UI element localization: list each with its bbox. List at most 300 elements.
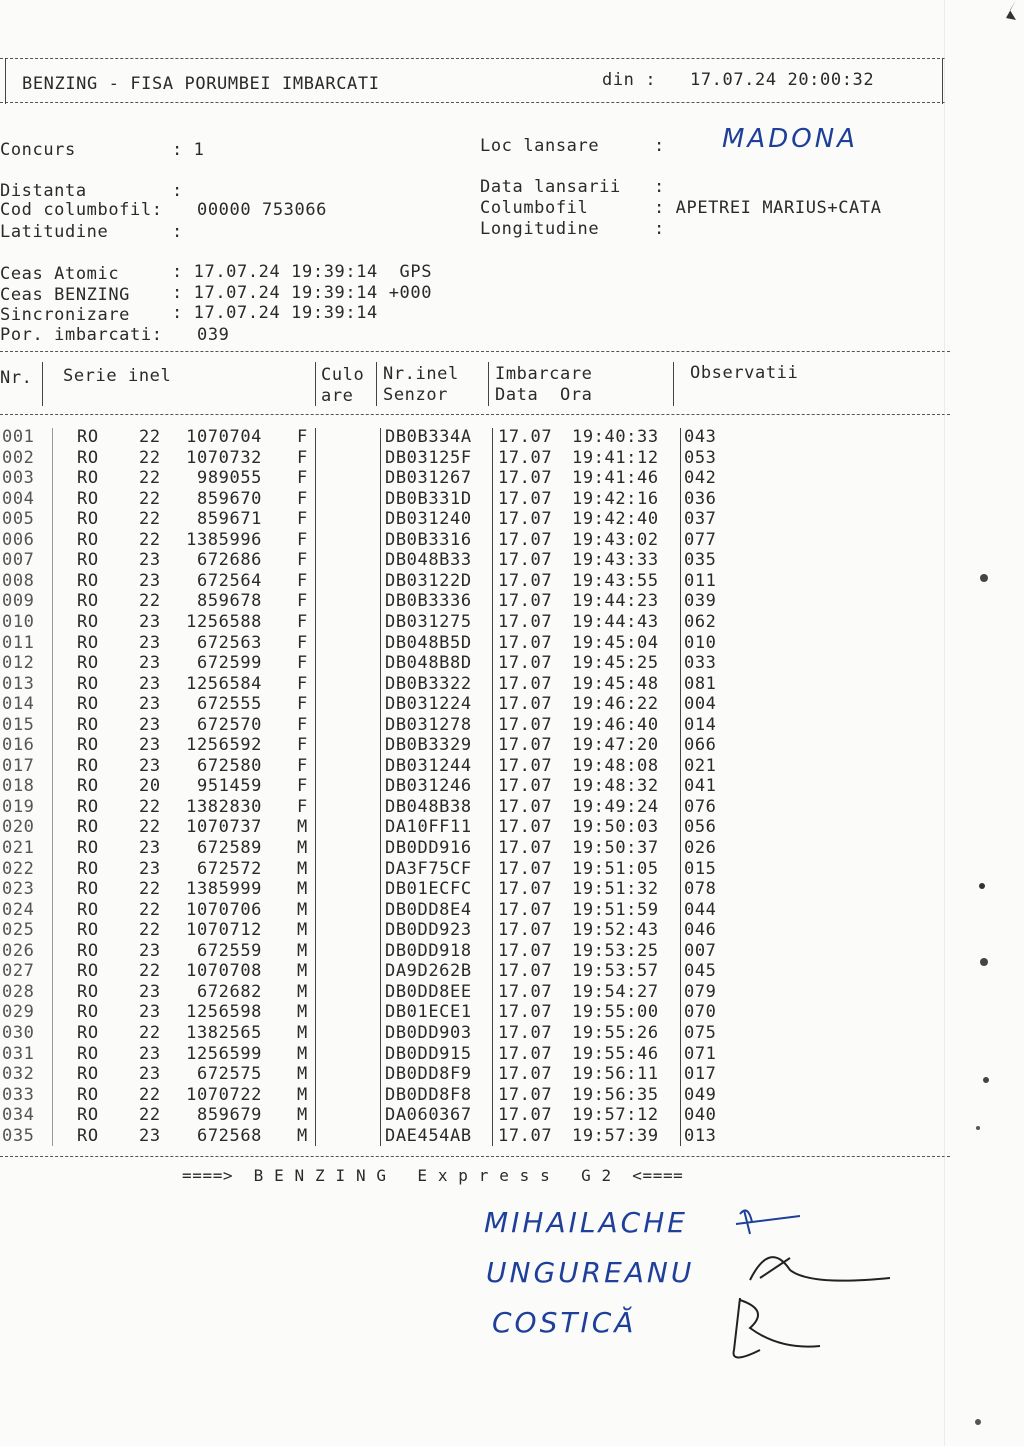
signature-name-1: MIHAILACHE bbox=[484, 1206, 688, 1239]
ring-country: RO bbox=[77, 940, 99, 961]
sex-code: F bbox=[297, 735, 308, 756]
table-row bbox=[0, 427, 730, 448]
table-row bbox=[0, 941, 730, 962]
distanta-label: Distanta bbox=[0, 181, 87, 201]
sex-code: F bbox=[297, 468, 308, 489]
basket-time: 19:52:43 bbox=[572, 920, 659, 941]
ring-country: RO bbox=[77, 879, 99, 900]
sensor-id: DB031278 bbox=[385, 714, 472, 735]
table-row bbox=[0, 756, 730, 777]
row-number: 001 bbox=[2, 427, 35, 447]
basket-date: 17.07 bbox=[498, 488, 553, 509]
longitudine-label: Longitudine bbox=[480, 219, 600, 239]
observation-code: 033 bbox=[684, 653, 717, 674]
row-number: 027 bbox=[2, 961, 35, 982]
table-row bbox=[0, 694, 730, 715]
basket-time: 19:43:02 bbox=[572, 529, 659, 550]
ring-country: RO bbox=[77, 838, 99, 858]
table-row bbox=[0, 468, 730, 489]
cod-columbofil-value: 00000 753066 bbox=[197, 200, 328, 220]
ring-year: 23 bbox=[139, 858, 161, 879]
ring-number: 672555 bbox=[196, 694, 262, 715]
col-sep-senzor bbox=[488, 362, 489, 406]
row-number: 035 bbox=[2, 1125, 35, 1146]
observation-code: 026 bbox=[684, 838, 717, 858]
sensor-id: DB03125F bbox=[385, 447, 472, 468]
loc-lansare-handwritten: MADONA bbox=[722, 124, 858, 154]
ring-country: RO bbox=[77, 427, 99, 447]
columbofil-label: Columbofil bbox=[480, 198, 589, 218]
ring-number: 859670 bbox=[196, 488, 262, 509]
table-row bbox=[0, 530, 730, 551]
basket-date: 17.07 bbox=[498, 550, 553, 571]
basket-date: 17.07 bbox=[498, 1022, 553, 1043]
row-number: 032 bbox=[2, 1064, 35, 1085]
ring-number: 989055 bbox=[196, 468, 262, 489]
basket-date: 17.07 bbox=[498, 796, 553, 817]
observation-code: 035 bbox=[684, 550, 717, 571]
ring-number: 672559 bbox=[196, 940, 262, 961]
ring-year: 22 bbox=[139, 817, 161, 838]
col-header-observatii: Observatii bbox=[690, 363, 799, 383]
sex-code: M bbox=[297, 899, 308, 920]
sex-code: F bbox=[297, 653, 308, 674]
sensor-id: DB031246 bbox=[385, 776, 472, 797]
basket-time: 19:45:04 bbox=[572, 632, 659, 653]
basket-time: 19:47:20 bbox=[572, 735, 659, 756]
observation-code: 017 bbox=[684, 1064, 717, 1085]
sex-code: M bbox=[297, 961, 308, 982]
basket-date: 17.07 bbox=[498, 879, 553, 900]
row-number: 016 bbox=[2, 735, 35, 756]
ring-year: 22 bbox=[139, 1084, 161, 1105]
basket-date: 17.07 bbox=[498, 1064, 553, 1085]
sensor-id: DB0B3322 bbox=[385, 673, 472, 694]
observation-code: 078 bbox=[684, 879, 717, 900]
sex-code: F bbox=[297, 427, 308, 447]
row-number: 026 bbox=[2, 940, 35, 961]
basket-time: 19:49:24 bbox=[572, 796, 659, 817]
footer-brand: ====> B E N Z I N G E x p r e s s G 2 <==== bbox=[182, 1166, 684, 1185]
row-number: 009 bbox=[2, 591, 35, 612]
ring-year: 23 bbox=[139, 1043, 161, 1064]
ring-country: RO bbox=[77, 529, 99, 550]
basket-time: 19:51:05 bbox=[572, 858, 659, 879]
observation-code: 014 bbox=[684, 714, 717, 735]
header-right-rule bbox=[942, 58, 943, 104]
ring-year: 23 bbox=[139, 755, 161, 776]
basket-date: 17.07 bbox=[498, 981, 553, 1002]
observation-code: 041 bbox=[684, 776, 717, 797]
table-row bbox=[0, 1044, 730, 1065]
sensor-id: DAE454AB bbox=[385, 1125, 472, 1146]
ring-country: RO bbox=[77, 673, 99, 694]
sensor-id: DB0B331D bbox=[385, 488, 472, 509]
observation-code: 043 bbox=[684, 427, 717, 447]
ring-country: RO bbox=[77, 468, 99, 489]
ring-country: RO bbox=[77, 509, 99, 530]
ring-number: 672563 bbox=[196, 632, 262, 653]
longitudine-value: : bbox=[654, 219, 665, 239]
observation-code: 036 bbox=[684, 488, 717, 509]
basket-time: 19:56:11 bbox=[572, 1064, 659, 1085]
table-row bbox=[0, 489, 730, 510]
header-top-rule bbox=[0, 58, 945, 59]
table-row bbox=[0, 633, 730, 654]
ring-number: 1070704 bbox=[186, 427, 262, 447]
cod-columbofil-label: Cod columbofil: bbox=[0, 200, 163, 220]
table-row bbox=[0, 879, 730, 900]
ring-country: RO bbox=[77, 1064, 99, 1085]
ring-country: RO bbox=[77, 1002, 99, 1023]
ring-country: RO bbox=[77, 899, 99, 920]
observation-code: 046 bbox=[684, 920, 717, 941]
table-row bbox=[0, 1064, 730, 1085]
sex-code: F bbox=[297, 529, 308, 550]
table-top-rule bbox=[0, 351, 950, 352]
table-row bbox=[0, 550, 730, 571]
basket-date: 17.07 bbox=[498, 468, 553, 489]
row-number: 012 bbox=[2, 653, 35, 674]
ring-number: 1070737 bbox=[186, 817, 262, 838]
por-imbarcati-label: Por. imbarcati: bbox=[0, 325, 163, 345]
basket-date: 17.07 bbox=[498, 755, 553, 776]
ring-number: 951459 bbox=[196, 776, 262, 797]
sensor-id: DB0DD8EE bbox=[385, 981, 472, 1002]
observation-code: 013 bbox=[684, 1125, 717, 1146]
table-row bbox=[0, 1126, 730, 1147]
observation-code: 044 bbox=[684, 899, 717, 920]
observation-code: 077 bbox=[684, 529, 717, 550]
basket-time: 19:43:55 bbox=[572, 570, 659, 591]
table-row bbox=[0, 571, 730, 592]
ring-year: 23 bbox=[139, 838, 161, 858]
observation-code: 039 bbox=[684, 591, 717, 612]
ring-number: 1382565 bbox=[186, 1022, 262, 1043]
table-row bbox=[0, 1105, 730, 1126]
basket-date: 17.07 bbox=[498, 1043, 553, 1064]
observation-code: 070 bbox=[684, 1002, 717, 1023]
ring-country: RO bbox=[77, 488, 99, 509]
sex-code: F bbox=[297, 796, 308, 817]
col-sep-culoare bbox=[376, 362, 377, 406]
table-row bbox=[0, 817, 730, 838]
sex-code: M bbox=[297, 940, 308, 961]
table-row bbox=[0, 735, 730, 756]
table-row bbox=[0, 920, 730, 941]
ring-number: 859679 bbox=[196, 1105, 262, 1126]
sex-code: M bbox=[297, 1064, 308, 1085]
ring-country: RO bbox=[77, 961, 99, 982]
table-row bbox=[0, 1023, 730, 1044]
sensor-id: DB01ECE1 bbox=[385, 1002, 472, 1023]
observation-code: 021 bbox=[684, 755, 717, 776]
basket-date: 17.07 bbox=[498, 1105, 553, 1126]
ring-year: 22 bbox=[139, 591, 161, 612]
observation-code: 081 bbox=[684, 673, 717, 694]
header-bottom-rule bbox=[0, 102, 945, 103]
basket-date: 17.07 bbox=[498, 694, 553, 715]
table-row bbox=[0, 653, 730, 674]
observation-code: 010 bbox=[684, 632, 717, 653]
ring-number: 859678 bbox=[196, 591, 262, 612]
observation-code: 062 bbox=[684, 611, 717, 632]
basket-date: 17.07 bbox=[498, 1002, 553, 1023]
ring-number: 672572 bbox=[196, 858, 262, 879]
signature-name-3: COSTICĂ bbox=[492, 1306, 637, 1339]
basket-time: 19:55:00 bbox=[572, 1002, 659, 1023]
row-number: 021 bbox=[2, 838, 35, 858]
col-header-imbarcare: Imbarcare bbox=[495, 364, 593, 384]
ring-country: RO bbox=[77, 817, 99, 838]
table-row bbox=[0, 838, 730, 859]
sex-code: F bbox=[297, 694, 308, 715]
latitudine-label: Latitudine bbox=[0, 222, 109, 242]
col-header-data-ora: Data Ora bbox=[495, 385, 593, 405]
ring-country: RO bbox=[77, 796, 99, 817]
latitudine-value: : bbox=[172, 222, 183, 242]
sensor-id: DB048B5D bbox=[385, 632, 472, 653]
row-number: 028 bbox=[2, 981, 35, 1002]
ring-number: 1070712 bbox=[186, 920, 262, 941]
sensor-id: DB01ECFC bbox=[385, 879, 472, 900]
sex-code: F bbox=[297, 509, 308, 530]
observation-code: 007 bbox=[684, 940, 717, 961]
col-header-culoare-2: are bbox=[321, 386, 354, 406]
ring-number: 672686 bbox=[196, 550, 262, 571]
sex-code: M bbox=[297, 1084, 308, 1105]
row-number: 007 bbox=[2, 550, 35, 571]
ring-year: 22 bbox=[139, 468, 161, 489]
print-date-label: din : bbox=[602, 70, 657, 90]
table-row bbox=[0, 1002, 730, 1023]
ring-year: 22 bbox=[139, 961, 161, 982]
basket-time: 19:51:32 bbox=[572, 879, 659, 900]
sensor-id: DB0B3336 bbox=[385, 591, 472, 612]
sex-code: F bbox=[297, 447, 308, 468]
ring-year: 23 bbox=[139, 981, 161, 1002]
ring-number: 672564 bbox=[196, 570, 262, 591]
row-number: 023 bbox=[2, 879, 35, 900]
ring-year: 23 bbox=[139, 714, 161, 735]
scan-edge-artifacts bbox=[944, 0, 1024, 1446]
signature-scribbles bbox=[700, 1200, 900, 1370]
sex-code: M bbox=[297, 1043, 308, 1064]
ring-year: 23 bbox=[139, 570, 161, 591]
header-left-rule bbox=[5, 58, 6, 104]
ring-year: 22 bbox=[139, 879, 161, 900]
ring-year: 23 bbox=[139, 550, 161, 571]
table-row bbox=[0, 591, 730, 612]
table-row bbox=[0, 509, 730, 530]
basket-date: 17.07 bbox=[498, 714, 553, 735]
basket-date: 17.07 bbox=[498, 570, 553, 591]
ring-year: 22 bbox=[139, 427, 161, 447]
sensor-id: DA10FF11 bbox=[385, 817, 472, 838]
col-sep-nr bbox=[42, 362, 43, 406]
ring-number: 672570 bbox=[196, 714, 262, 735]
ceas-benzing-label: Ceas BENZING bbox=[0, 285, 131, 305]
basket-date: 17.07 bbox=[498, 899, 553, 920]
basket-time: 19:44:23 bbox=[572, 591, 659, 612]
sex-code: F bbox=[297, 550, 308, 571]
por-imbarcati-value: 039 bbox=[197, 325, 230, 345]
sincronizare-label: Sincronizare bbox=[0, 305, 131, 325]
observation-code: 042 bbox=[684, 468, 717, 489]
ring-year: 22 bbox=[139, 447, 161, 468]
row-number: 010 bbox=[2, 611, 35, 632]
ring-year: 23 bbox=[139, 653, 161, 674]
basket-time: 19:56:35 bbox=[572, 1084, 659, 1105]
row-number: 030 bbox=[2, 1022, 35, 1043]
col-header-nr: Nr. bbox=[0, 368, 33, 388]
basket-time: 19:57:12 bbox=[572, 1105, 659, 1126]
ring-number: 1382830 bbox=[186, 796, 262, 817]
ring-year: 23 bbox=[139, 694, 161, 715]
basket-time: 19:50:37 bbox=[572, 838, 659, 858]
basket-date: 17.07 bbox=[498, 735, 553, 756]
row-number: 024 bbox=[2, 899, 35, 920]
sensor-id: DB048B8D bbox=[385, 653, 472, 674]
ring-number: 672580 bbox=[196, 755, 262, 776]
sex-code: F bbox=[297, 776, 308, 797]
row-number: 029 bbox=[2, 1002, 35, 1023]
basket-time: 19:42:16 bbox=[572, 488, 659, 509]
observation-code: 053 bbox=[684, 447, 717, 468]
sex-code: M bbox=[297, 1022, 308, 1043]
sensor-id: DA3F75CF bbox=[385, 858, 472, 879]
row-number: 011 bbox=[2, 632, 35, 653]
observation-code: 049 bbox=[684, 1084, 717, 1105]
ring-number: 1256584 bbox=[186, 673, 262, 694]
observation-code: 071 bbox=[684, 1043, 717, 1064]
sex-code: F bbox=[297, 591, 308, 612]
sensor-id: DB031224 bbox=[385, 694, 472, 715]
signature-name-2: UNGUREANU bbox=[486, 1256, 695, 1289]
sensor-id: DB048B38 bbox=[385, 796, 472, 817]
sex-code: M bbox=[297, 981, 308, 1002]
row-number: 014 bbox=[2, 694, 35, 715]
ring-year: 22 bbox=[139, 796, 161, 817]
col-header-senzor: Senzor bbox=[383, 385, 449, 405]
ring-number: 859671 bbox=[196, 509, 262, 530]
sensor-id: DB0DD915 bbox=[385, 1043, 472, 1064]
ring-number: 672568 bbox=[196, 1125, 262, 1146]
table-row bbox=[0, 900, 730, 921]
ring-country: RO bbox=[77, 653, 99, 674]
observation-code: 079 bbox=[684, 981, 717, 1002]
ring-year: 22 bbox=[139, 899, 161, 920]
row-number: 020 bbox=[2, 817, 35, 838]
ring-number: 1256598 bbox=[186, 1002, 262, 1023]
basket-date: 17.07 bbox=[498, 673, 553, 694]
sincronizare-value: : 17.07.24 19:39:14 bbox=[172, 303, 378, 323]
observation-code: 066 bbox=[684, 735, 717, 756]
row-number: 005 bbox=[2, 509, 35, 530]
observation-code: 056 bbox=[684, 817, 717, 838]
sensor-id: DB03122D bbox=[385, 570, 472, 591]
table-row bbox=[0, 776, 730, 797]
sex-code: F bbox=[297, 611, 308, 632]
ring-country: RO bbox=[77, 920, 99, 941]
basket-time: 19:54:27 bbox=[572, 981, 659, 1002]
basket-time: 19:55:46 bbox=[572, 1043, 659, 1064]
ring-number: 1070732 bbox=[186, 447, 262, 468]
ring-country: RO bbox=[77, 447, 99, 468]
basket-date: 17.07 bbox=[498, 632, 553, 653]
ring-number: 1070708 bbox=[186, 961, 262, 982]
sensor-id: DB0DD8F9 bbox=[385, 1064, 472, 1085]
ring-year: 23 bbox=[139, 632, 161, 653]
basket-date: 17.07 bbox=[498, 961, 553, 982]
basket-time: 19:42:40 bbox=[572, 509, 659, 530]
sex-code: M bbox=[297, 1002, 308, 1023]
sensor-id: DB031244 bbox=[385, 755, 472, 776]
basket-date: 17.07 bbox=[498, 817, 553, 838]
ring-country: RO bbox=[77, 981, 99, 1002]
sensor-id: DB0DD8E4 bbox=[385, 899, 472, 920]
basket-date: 17.07 bbox=[498, 427, 553, 447]
sex-code: M bbox=[297, 838, 308, 858]
ring-year: 23 bbox=[139, 1064, 161, 1085]
basket-time: 19:46:22 bbox=[572, 694, 659, 715]
ring-country: RO bbox=[77, 550, 99, 571]
sex-code: F bbox=[297, 673, 308, 694]
ring-year: 23 bbox=[139, 940, 161, 961]
table-row bbox=[0, 715, 730, 736]
ring-country: RO bbox=[77, 1043, 99, 1064]
col-header-nr-inel: Nr.inel bbox=[383, 364, 459, 384]
concurs-value: : 1 bbox=[172, 140, 205, 160]
sex-code: F bbox=[297, 488, 308, 509]
basket-date: 17.07 bbox=[498, 920, 553, 941]
ring-country: RO bbox=[77, 632, 99, 653]
observation-code: 045 bbox=[684, 961, 717, 982]
ring-number: 672575 bbox=[196, 1064, 262, 1085]
basket-date: 17.07 bbox=[498, 776, 553, 797]
basket-time: 19:45:48 bbox=[572, 673, 659, 694]
basket-date: 17.07 bbox=[498, 611, 553, 632]
sex-code: M bbox=[297, 817, 308, 838]
basket-date: 17.07 bbox=[498, 591, 553, 612]
ring-number: 1256588 bbox=[186, 611, 262, 632]
table-row bbox=[0, 797, 730, 818]
distanta-value: : bbox=[172, 181, 183, 201]
row-number: 034 bbox=[2, 1105, 35, 1126]
row-number: 006 bbox=[2, 529, 35, 550]
ring-country: RO bbox=[77, 1105, 99, 1126]
sex-code: M bbox=[297, 858, 308, 879]
basket-date: 17.07 bbox=[498, 858, 553, 879]
ring-country: RO bbox=[77, 570, 99, 591]
basket-date: 17.07 bbox=[498, 447, 553, 468]
basket-date: 17.07 bbox=[498, 529, 553, 550]
ring-country: RO bbox=[77, 1084, 99, 1105]
observation-code: 004 bbox=[684, 694, 717, 715]
sensor-id: DB0B3316 bbox=[385, 529, 472, 550]
ring-year: 23 bbox=[139, 1002, 161, 1023]
ring-year: 22 bbox=[139, 488, 161, 509]
basket-time: 19:53:57 bbox=[572, 961, 659, 982]
row-number: 015 bbox=[2, 714, 35, 735]
ceas-benzing-value: : 17.07.24 19:39:14 +000 bbox=[172, 283, 433, 303]
basket-date: 17.07 bbox=[498, 653, 553, 674]
sex-code: M bbox=[297, 1105, 308, 1126]
basket-date: 17.07 bbox=[498, 940, 553, 961]
observation-code: 076 bbox=[684, 796, 717, 817]
sensor-id: DB031267 bbox=[385, 468, 472, 489]
basket-date: 17.07 bbox=[498, 509, 553, 530]
